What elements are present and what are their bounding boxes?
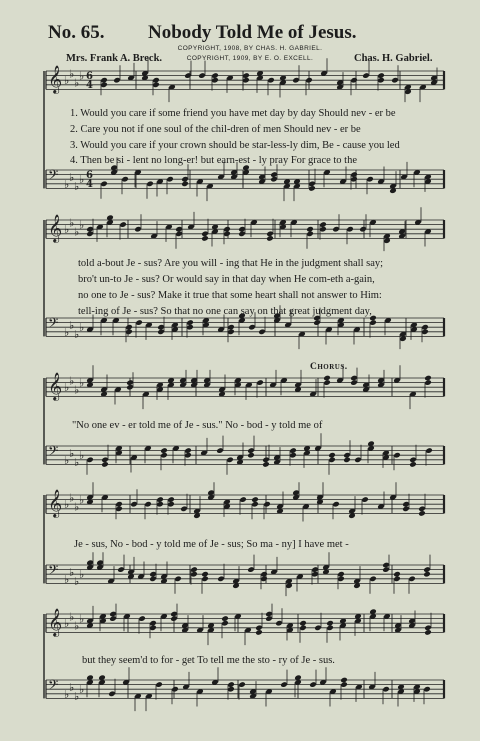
note-head: [418, 510, 426, 517]
bass-clef-icon: 𝄢: [48, 562, 59, 581]
note-head: [251, 496, 259, 503]
flat-icon: ♭: [74, 225, 80, 239]
note-head: [255, 629, 263, 636]
flat-icon: ♭: [64, 453, 70, 467]
note-head: [306, 226, 314, 233]
note-head: [221, 615, 229, 622]
flat-icon: ♭: [69, 680, 75, 694]
flat-icon: ♭: [74, 619, 80, 633]
flat-icon: ♭: [79, 493, 85, 507]
flat-icon: ♭: [64, 223, 70, 237]
treble-clef-icon: 𝄞: [48, 372, 63, 400]
note-head: [160, 447, 168, 454]
treble-clef-icon: 𝄞: [48, 608, 63, 636]
time-signature: 6: [86, 71, 93, 82]
note-head: [101, 461, 109, 468]
verse-4-line-2: tell-ing of Je - sus? So that no one can say on that great judgment day,: [78, 306, 372, 317]
chorus-line-1: "No one ev - er told me of Je - sus." No - bod - y told me of: [72, 420, 323, 431]
flat-icon: ♭: [64, 572, 70, 586]
flat-icon: ♭: [74, 383, 80, 397]
chorus-label: Chorus.: [310, 362, 348, 372]
note-head: [323, 375, 331, 382]
flat-icon: ♭: [64, 325, 70, 339]
note-head: [266, 235, 274, 242]
note-head: [201, 571, 209, 578]
bass-clef-icon: 𝄢: [48, 315, 59, 334]
flat-icon: ♭: [79, 218, 85, 232]
flat-icon: ♭: [74, 456, 80, 470]
flat-icon: ♭: [79, 321, 85, 335]
flat-icon: ♭: [64, 74, 70, 88]
note-head: [181, 181, 189, 188]
hymn-title: Nobody Told Me of Jesus.: [148, 22, 357, 43]
verse-3-line-1: 3. Would you care if your crown should be star-less-ly dim, Be - cause you led: [70, 140, 400, 151]
flat-icon: ♭: [69, 374, 75, 388]
note-head: [326, 620, 334, 627]
bass-clef-icon: 𝄢: [48, 443, 59, 462]
flat-icon: ♭: [79, 683, 85, 697]
hymn-number: No. 65.: [48, 22, 105, 43]
verse-2-line-2: bro't un-to Je - sus? Or would say in that day when He com-eth a-gain,: [78, 274, 375, 285]
composer: Chas. H. Gabriel.: [354, 53, 433, 64]
treble-clef-icon: 𝄞: [48, 65, 63, 93]
flat-icon: ♭: [79, 376, 85, 390]
flat-icon: ♭: [74, 180, 80, 194]
chorus-line-3: but they seem'd to for - get To tell me the sto - ry of Je - sus.: [82, 655, 335, 666]
flat-icon: ♭: [69, 170, 75, 184]
flat-icon: ♭: [69, 216, 75, 230]
flat-icon: ♭: [74, 328, 80, 342]
note-head: [247, 452, 255, 459]
author: Mrs. Frank A. Breck.: [66, 53, 163, 64]
flat-icon: ♭: [74, 500, 80, 514]
note-head: [409, 461, 417, 468]
note-head: [328, 452, 336, 459]
treble-clef-icon: 𝄞: [48, 489, 63, 517]
treble-clef-icon: 𝄞: [48, 214, 63, 242]
time-signature: 4: [86, 179, 93, 191]
note-head: [299, 620, 307, 627]
bass-clef-icon: 𝄢: [48, 167, 59, 186]
flat-icon: ♭: [69, 610, 75, 624]
note-head: [201, 235, 209, 242]
flat-icon: ♭: [79, 69, 85, 83]
flat-icon: ♭: [64, 381, 70, 395]
flat-icon: ♭: [69, 491, 75, 505]
flat-icon: ♭: [69, 446, 75, 460]
note-head: [393, 571, 401, 578]
bass-clef-icon: 𝄢: [48, 677, 59, 696]
flat-icon: ♭: [64, 177, 70, 191]
verse-2-line-1: 2. Care you not if one soul of the chil-dren of men Should nev - er be: [70, 124, 361, 135]
note-head: [343, 457, 351, 464]
flat-icon: ♭: [64, 498, 70, 512]
flat-icon: ♭: [74, 76, 80, 90]
flat-icon: ♭: [79, 568, 85, 582]
time-signature: 6: [86, 170, 93, 181]
verse-1-line-2: told a-bout Je - sus? Are you will - ing that He in the judgment shall say;: [78, 258, 384, 269]
note-head: [340, 677, 348, 684]
time-signature: 4: [86, 80, 93, 92]
flat-icon: ♭: [64, 617, 70, 631]
flat-icon: ♭: [74, 690, 80, 704]
flat-icon: ♭: [79, 173, 85, 187]
note-head: [424, 629, 432, 636]
flat-icon: ♭: [69, 318, 75, 332]
flat-icon: ♭: [74, 575, 80, 589]
note-head: [424, 375, 432, 382]
copyright-line-1: COPYRIGHT, 1908, BY CHAS. H. GABRIEL.: [177, 45, 323, 52]
flat-icon: ♭: [79, 449, 85, 463]
flat-icon: ♭: [64, 687, 70, 701]
verse-4-line-1: 4. Then be si - lent no long-er! but earn-est - ly pray For grace to the: [70, 155, 358, 166]
verse-3-line-2: no one to Je - sus? Make it true that some heart shall not answer to Him:: [78, 290, 382, 301]
flat-icon: ♭: [69, 67, 75, 81]
flat-icon: ♭: [69, 565, 75, 579]
note-head: [423, 571, 431, 578]
verse-1-line-1: 1. Would you care if some friend you have met day by day Should nev - er be: [70, 108, 396, 119]
chorus-line-2: Je - sus, No - bod - y told me of Je - sus; So ma - ny] I have met -: [74, 539, 349, 550]
note-head: [262, 461, 270, 468]
copyright-line-2: COPYRIGHT, 1909, BY E. O. EXCELL.: [186, 55, 314, 62]
flat-icon: ♭: [79, 612, 85, 626]
